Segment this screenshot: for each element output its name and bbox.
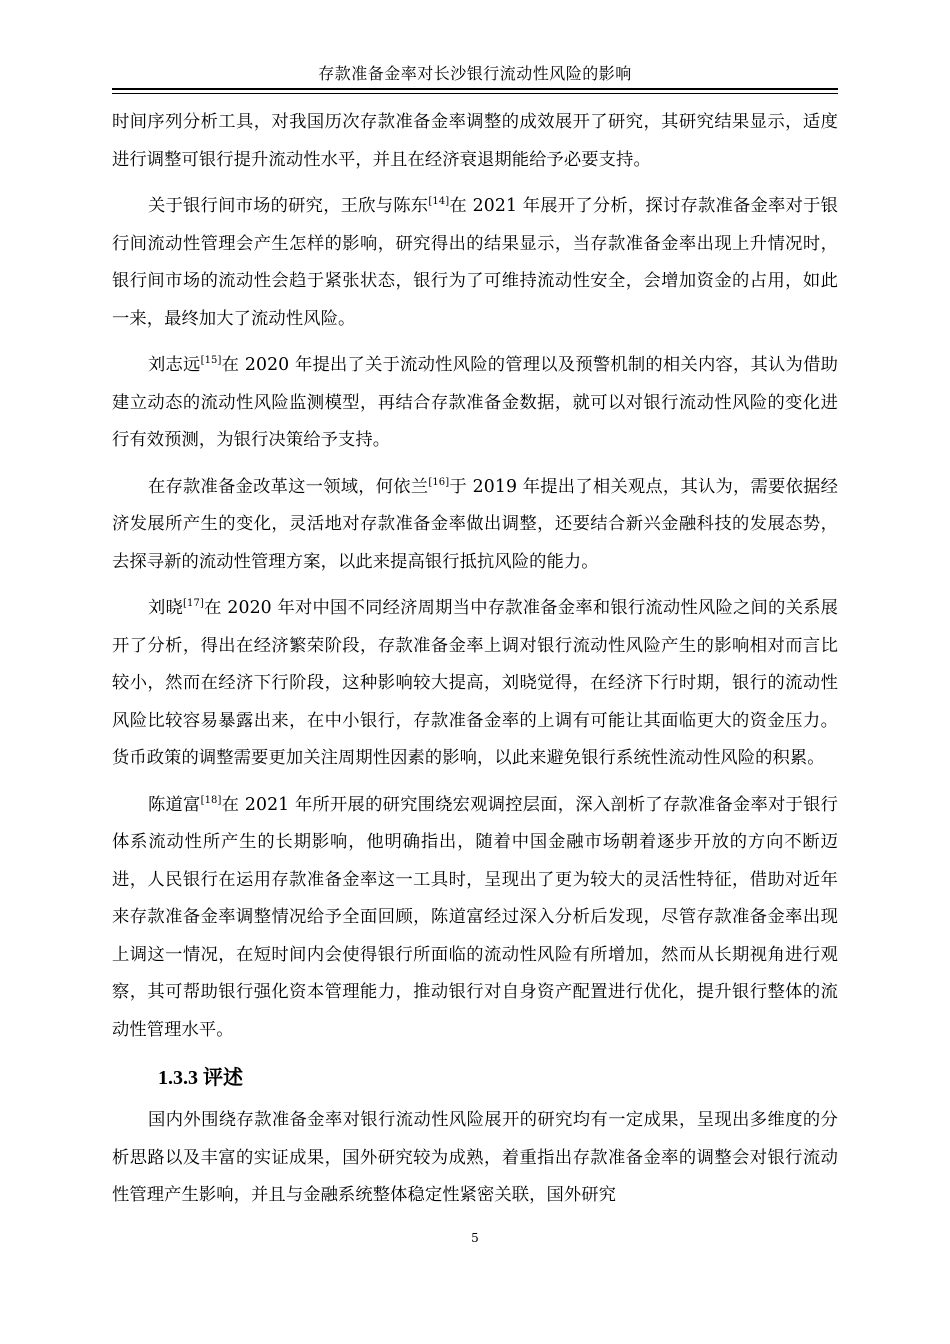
paragraph-text: 国内外围绕存款准备金率对银行流动性风险展开的研究均有一定成果，呈现出多维度的分析思路以及丰富的实证成果，国外研究较为成熟，着重指出存款准备金率的调整会对银行流动性管理产生影响，并且与金融系统整体稳定性紧密关联，国外研究 bbox=[112, 1110, 838, 1205]
paragraph-text: 关于银行间市场的研究，王欣与陈东 bbox=[148, 196, 429, 216]
paragraph-text: 刘晓 bbox=[148, 598, 184, 618]
running-header-title: 存款准备金率对长沙银行流动性风险的影响 bbox=[318, 64, 632, 83]
citation-ref: [14] bbox=[428, 196, 450, 207]
paragraph-wang-chen bbox=[112, 188, 838, 338]
paragraph-text: 时间序列分析工具，对我国历次存款准备金率调整的成效展开了研究，其研究结果显示，适度进行调整可银行提升流动性水平，并且在经济衰退期能给予必要支持。 bbox=[112, 112, 838, 170]
section-title: 评述 bbox=[203, 1067, 243, 1089]
paragraph-liu-xiao bbox=[112, 590, 838, 778]
header-rule-thin bbox=[112, 93, 838, 94]
header-rule-thick bbox=[112, 88, 838, 90]
citation-ref: [17] bbox=[183, 598, 204, 609]
citation-ref: [15] bbox=[200, 355, 222, 366]
paragraph-he-yilan bbox=[112, 469, 838, 582]
paragraph-text: 陈道富 bbox=[148, 794, 201, 815]
paragraph-text: 在 2020 年提出了关于流动性风险的管理以及预警机制的相关内容，其认为借助建立动态的流动性风险监测模型，再结合存款准备金数据，就可以对银行流动性风险的变化进行有效预测，为银行决策给予支持。 bbox=[112, 355, 838, 450]
paragraph-text: 在 2021 年所开展的研究围绕宏观调控层面，深入剖析了存款准备金率对于银行体系流动性所产生的长期影响，他明确指出，随着中国金融市场朝着逐步开放的方向不断迈进，人民银行在运用存款准备金率这一工具时，呈现出了更为较大的灵活性特征，借助对近年来存款准备金率调整情况给予全面回顾，陈道富经过深入分析后发现，尽管存款准备金率出现上调这一情况，在短时间内会使得银行所面临的流动性风险有所增加，然而从长期视角进行观察，其可帮助银行强化资本管理能力，推动银行对自身资产配置进行优化，提升银行整体的流动性管理水平。 bbox=[112, 794, 838, 1040]
paragraph-chen-daofu bbox=[112, 787, 838, 1050]
paragraph-text: 刘志远 bbox=[148, 355, 201, 375]
section-heading bbox=[158, 1058, 838, 1098]
paragraph-text: 于 2019 年提出了相关观点，其认为，需要依据经济发展所产生的变化，灵活地对存款准备金率做出调整，还要结合新兴金融科技的发展态势，去探寻新的流动性管理方案，以此来提高银行抵抗风险的能力。 bbox=[112, 476, 838, 572]
paragraph-continued bbox=[112, 104, 838, 179]
paragraph-text: 在 2020 年对中国不同经济周期当中存款准备金率和银行流动性风险之间的关系展开了分析，得出在经济繁荣阶段，存款准备金率上调对银行流动性风险产生的影响相对而言比较小，然而在经济下行阶段，这种影响较大提高，刘晓觉得，在经济下行时期，银行的流动性风险比较容易暴露出来，在中小银行，存款准备金率的上调有可能让其面临更大的资金压力。货币政策的调整需要更加关注周期性因素的影响，以此来避免银行系统性流动性风险的积累。 bbox=[112, 598, 838, 768]
paragraph-liu-zhiyuan bbox=[112, 347, 838, 460]
citation-ref: [16] bbox=[428, 476, 450, 488]
body-text bbox=[112, 104, 838, 1224]
paragraph-text: 在 2021 年展开了分析，探讨存款准备金率对于银行间流动性管理会产生怎样的影响，研究得出的结果显示，当存款准备金率出现上升情况时，银行间市场的流动性会趋于紧张状态，银行为了可维持流动性安全，会增加资金的占用，如此一来，最终加大了流动性风险。 bbox=[112, 196, 838, 329]
citation-ref: [18] bbox=[200, 794, 222, 806]
section-number: 1.3.3 bbox=[158, 1067, 198, 1089]
paragraph-review bbox=[112, 1102, 838, 1215]
paragraph-text: 在存款准备金改革这一领域，何依兰 bbox=[148, 476, 429, 497]
page-number: 5 bbox=[471, 1231, 479, 1245]
